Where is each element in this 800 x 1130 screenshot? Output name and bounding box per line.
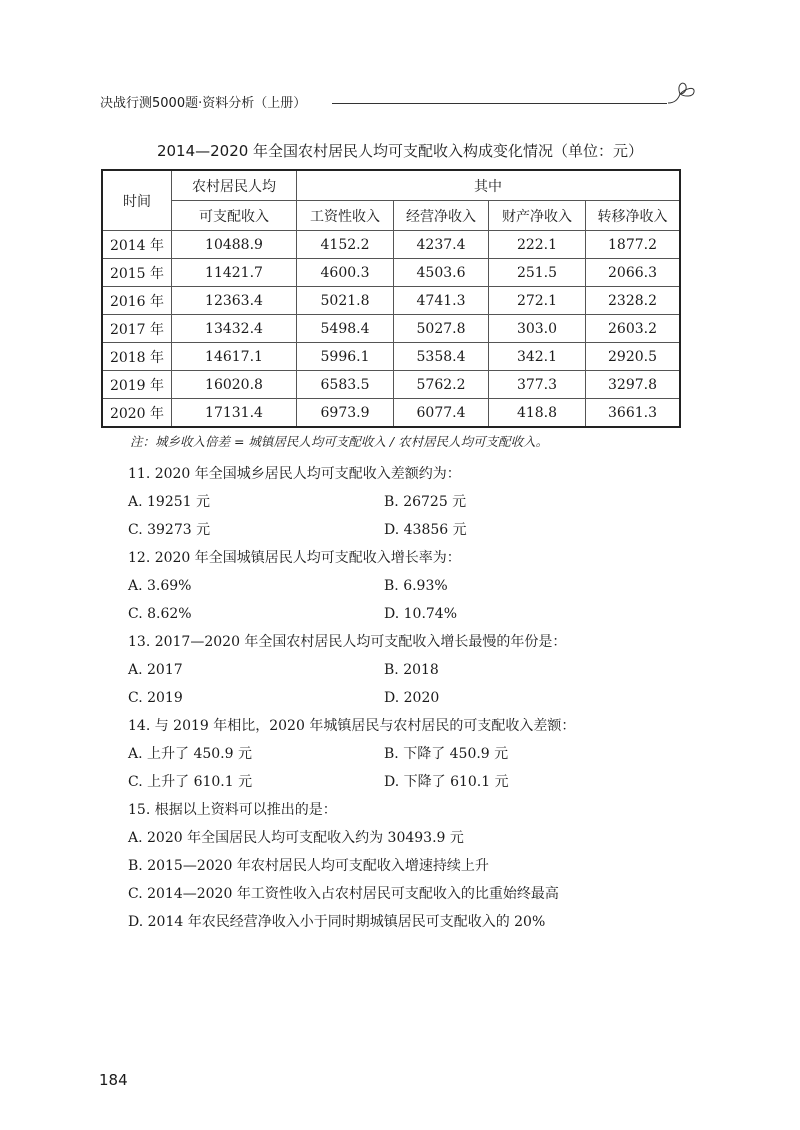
col-header-total-line2: 可支配收入 <box>172 201 297 231</box>
answer-option[interactable]: A. 2017 <box>128 662 183 678</box>
answer-option[interactable]: A. 上升了 450.9 元 <box>128 746 252 762</box>
table-row <box>102 371 680 399</box>
answer-option[interactable]: A. 3.69% <box>128 578 192 594</box>
page-number: 184 <box>99 1071 128 1089</box>
value-cell: 222.1 <box>489 231 586 259</box>
value-cell: 10488.9 <box>172 231 297 259</box>
value-cell: 5021.8 <box>297 287 394 315</box>
answer-option[interactable]: B. 2018 <box>384 662 439 678</box>
value-cell: 12363.4 <box>172 287 297 315</box>
question-stem: 13. 2017—2020 年全国农村居民人均可支配收入增长最慢的年份是： <box>128 634 567 650</box>
table-row <box>102 399 680 428</box>
value-cell: 6077.4 <box>394 399 489 428</box>
value-cell: 4741.3 <box>394 287 489 315</box>
option-row <box>128 572 688 600</box>
answer-option[interactable]: B. 26725 元 <box>384 494 467 510</box>
year-cell: 2015 年 <box>102 259 172 287</box>
value-cell: 377.3 <box>489 371 586 399</box>
leaf-sprout-icon <box>662 76 702 106</box>
answer-option[interactable]: B. 2015—2020 年农村居民人均可支配收入增速持续上升 <box>128 858 489 874</box>
value-cell: 13432.4 <box>172 315 297 343</box>
col-header-property: 财产净收入 <box>489 201 586 231</box>
answer-option[interactable]: C. 8.62% <box>128 606 192 622</box>
value-cell: 2066.3 <box>586 259 681 287</box>
value-cell: 4503.6 <box>394 259 489 287</box>
value-cell: 303.0 <box>489 315 586 343</box>
book-title: 决战行测5000题·资料分析（上册） <box>100 96 307 111</box>
col-header-transfer: 转移净收入 <box>586 201 681 231</box>
answer-option[interactable]: D. 2014 年农民经营净收入小于同时期城镇居民可支配收入的 20% <box>128 914 546 930</box>
table-row <box>102 315 680 343</box>
question-stem: 11. 2020 年全国城乡居民人均可支配收入差额约为： <box>128 466 461 482</box>
option-row <box>128 656 688 684</box>
value-cell: 14617.1 <box>172 343 297 371</box>
answer-option[interactable]: C. 2014—2020 年工资性收入占农村居民可支配收入的比重始终最高 <box>128 886 559 902</box>
table-row <box>102 343 680 371</box>
option-row <box>128 600 688 628</box>
value-cell: 3297.8 <box>586 371 681 399</box>
table-note: 注：城乡收入倍差 = 城镇居民人均可支配收入 / 农村居民人均可支配收入。 <box>130 434 549 449</box>
question-stem: 14. 与 2019 年相比，2020 年城镇居民与农村居民的可支配收入差额： <box>128 718 576 734</box>
option-row <box>128 488 688 516</box>
header-rule <box>332 103 667 104</box>
value-cell: 6583.5 <box>297 371 394 399</box>
year-cell: 2019 年 <box>102 371 172 399</box>
value-cell: 5358.4 <box>394 343 489 371</box>
value-cell: 1877.2 <box>586 231 681 259</box>
value-cell: 5762.2 <box>394 371 489 399</box>
value-cell: 2603.2 <box>586 315 681 343</box>
col-header-group: 其中 <box>297 170 681 201</box>
value-cell: 2920.5 <box>586 343 681 371</box>
value-cell: 3661.3 <box>586 399 681 428</box>
year-cell: 2016 年 <box>102 287 172 315</box>
answer-option[interactable]: D. 43856 元 <box>384 522 467 538</box>
value-cell: 418.8 <box>489 399 586 428</box>
value-cell: 251.5 <box>489 259 586 287</box>
value-cell: 4600.3 <box>297 259 394 287</box>
income-table <box>101 169 681 428</box>
option-row <box>128 516 688 544</box>
answer-option[interactable]: A. 2020 年全国居民人均可支配收入约为 30493.9 元 <box>128 830 464 846</box>
col-header-wage: 工资性收入 <box>297 201 394 231</box>
option-row <box>128 768 688 796</box>
running-header <box>100 90 700 114</box>
answer-option[interactable]: B. 6.93% <box>384 578 448 594</box>
value-cell: 2328.2 <box>586 287 681 315</box>
value-cell: 5027.8 <box>394 315 489 343</box>
question-list <box>128 460 688 936</box>
year-cell: 2017 年 <box>102 315 172 343</box>
answer-option[interactable]: D. 2020 <box>384 690 440 706</box>
answer-option[interactable]: D. 10.74% <box>384 606 458 622</box>
option-row <box>128 740 688 768</box>
col-header-business: 经营净收入 <box>394 201 489 231</box>
table-row <box>102 231 680 259</box>
year-cell: 2020 年 <box>102 399 172 428</box>
year-cell: 2014 年 <box>102 231 172 259</box>
value-cell: 16020.8 <box>172 371 297 399</box>
option-row <box>128 684 688 712</box>
table-title: 2014—2020 年全国农村居民人均可支配收入构成变化情况（单位：元） <box>156 142 644 160</box>
answer-option[interactable]: C. 39273 元 <box>128 522 211 538</box>
table-row <box>102 287 680 315</box>
col-header-time: 时间 <box>102 170 172 231</box>
question-stem: 12. 2020 年全国城镇居民人均可支配收入增长率为： <box>128 550 461 566</box>
answer-option[interactable]: C. 2019 <box>128 690 183 706</box>
table-row <box>102 259 680 287</box>
question-stem: 15. 根据以上资料可以推出的是： <box>128 802 337 818</box>
year-cell: 2018 年 <box>102 343 172 371</box>
value-cell: 6973.9 <box>297 399 394 428</box>
value-cell: 4237.4 <box>394 231 489 259</box>
answer-option[interactable]: C. 上升了 610.1 元 <box>128 774 253 790</box>
value-cell: 5498.4 <box>297 315 394 343</box>
value-cell: 5996.1 <box>297 343 394 371</box>
value-cell: 17131.4 <box>172 399 297 428</box>
value-cell: 342.1 <box>489 343 586 371</box>
value-cell: 272.1 <box>489 287 586 315</box>
answer-option[interactable]: B. 下降了 450.9 元 <box>384 746 509 762</box>
col-header-total-line1: 农村居民人均 <box>172 170 297 201</box>
answer-option[interactable]: D. 下降了 610.1 元 <box>384 774 509 790</box>
table-body <box>102 231 680 428</box>
value-cell: 4152.2 <box>297 231 394 259</box>
answer-option[interactable]: A. 19251 元 <box>128 494 210 510</box>
value-cell: 11421.7 <box>172 259 297 287</box>
